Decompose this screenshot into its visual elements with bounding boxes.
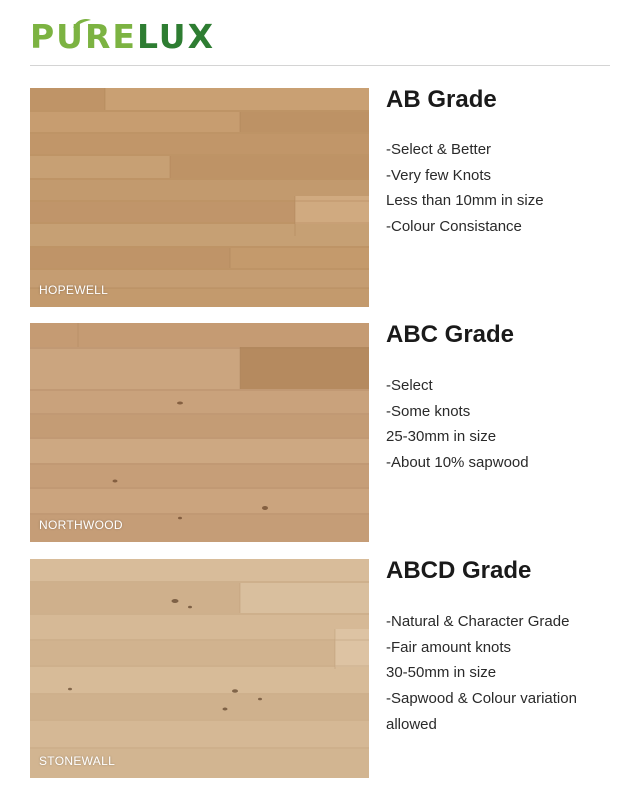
logo-part-lux: LUX bbox=[136, 16, 216, 56]
swatch-label: HOPEWELL bbox=[39, 283, 109, 297]
feature-item: -Select & Better bbox=[386, 141, 492, 158]
wood-texture bbox=[30, 323, 369, 542]
feature-item: -Sapwood & Colour variation bbox=[386, 690, 577, 708]
grade-title: ABC Grade bbox=[386, 321, 515, 348]
swatch-label: NORTHWOOD bbox=[39, 518, 123, 532]
wood-swatch-hopewell bbox=[30, 88, 369, 307]
feature-item: -Some knots bbox=[386, 402, 471, 420]
feature-item: Less than 10mm in size bbox=[386, 192, 544, 210]
feature-item: 30-50mm in size bbox=[386, 664, 497, 682]
brand-logo bbox=[30, 16, 215, 56]
logo-part-pure: PURE bbox=[30, 16, 137, 56]
wood-swatch-northwood bbox=[30, 323, 369, 542]
feature-item: -Select bbox=[386, 377, 433, 394]
grade-features bbox=[386, 373, 529, 476]
swatch-label: STONEWALL bbox=[39, 754, 116, 768]
grade-title: ABCD Grade bbox=[386, 557, 532, 584]
feature-item: -Very few Knots bbox=[386, 166, 492, 184]
leaf-icon bbox=[71, 16, 93, 30]
feature-item: -Fair amount knots bbox=[386, 638, 512, 656]
feature-item: allowed bbox=[386, 715, 437, 733]
grade-features bbox=[386, 609, 577, 737]
feature-item: -Natural & Character Grade bbox=[386, 613, 570, 630]
wood-texture bbox=[30, 559, 369, 778]
grade-title: AB Grade bbox=[386, 86, 497, 113]
feature-item: -About 10% sapwood bbox=[386, 454, 529, 472]
feature-item: 25-30mm in size bbox=[386, 428, 497, 446]
grade-features bbox=[386, 137, 544, 240]
wood-swatch-stonewall bbox=[30, 559, 369, 778]
header-divider bbox=[30, 65, 610, 66]
wood-texture bbox=[30, 88, 369, 307]
feature-item: -Colour Consistance bbox=[386, 218, 522, 236]
